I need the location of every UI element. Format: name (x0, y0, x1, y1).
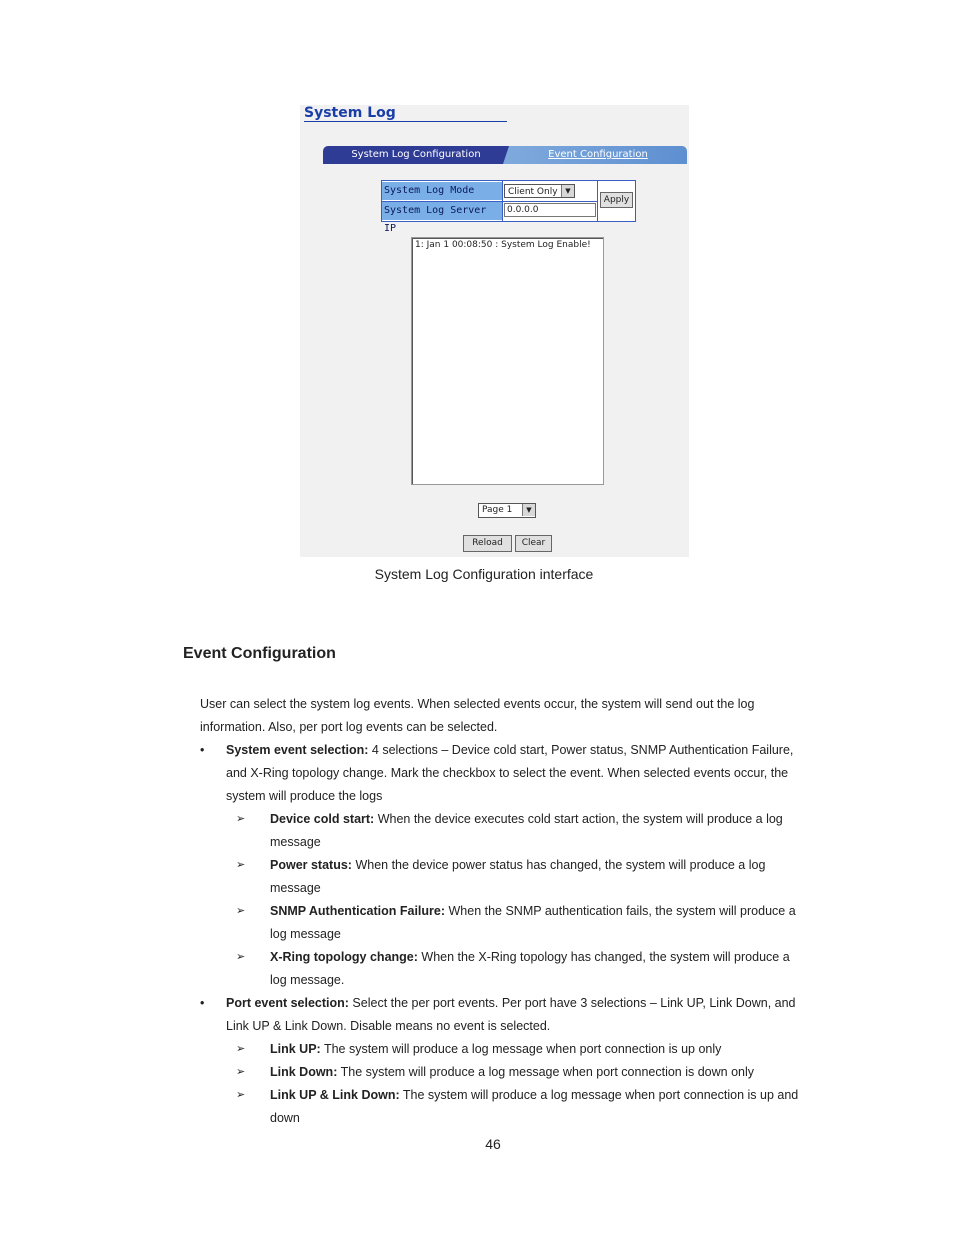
arrow-bullet-icon: ➢ (236, 951, 246, 963)
arrow-bullet-icon: ➢ (236, 1043, 246, 1055)
bullet-icon: • (200, 743, 205, 757)
bullet-text: Select the per port events. Per port have 3 selections – Link UP, Link Down, and Link UP & Link Down. Disable means no event is selected. (226, 996, 796, 1033)
tab-bar (323, 146, 688, 164)
log-textarea[interactable]: 1: Jan 1 00:08:50 : System Log Enable! (411, 237, 604, 485)
bullet-icon: • (200, 996, 205, 1010)
bullet-term: System event selection: (226, 743, 369, 757)
sub-text: The system will produce a log message when port connection is down only (337, 1065, 755, 1079)
divider (382, 201, 597, 202)
mode-select-value: Client Only (508, 187, 558, 197)
body-text (200, 693, 800, 1130)
sub-term: Link Down: (270, 1065, 338, 1079)
bullet-text: 4 selections – Device cold start, Power status, SNMP Authentication Failure, and X-Ring topology change. Mark the checkbox to select the event. When selected events occur, the system will produce the logs (226, 743, 794, 803)
sub-term: X-Ring topology change: (270, 950, 418, 964)
sub-list-item (200, 808, 800, 854)
sub-text: The system will produce a log message when port connection is up only (320, 1042, 722, 1056)
sub-list-item (200, 854, 800, 900)
figure-caption: System Log Configuration interface (374, 566, 594, 582)
arrow-bullet-icon: ➢ (236, 905, 246, 917)
sub-term: Device cold start: (270, 812, 375, 826)
sub-text: When the SNMP authentication fails, the system will produce a log message (270, 904, 796, 941)
system-log-server-ip-label: System Log Server IP (382, 202, 502, 220)
title-underline (304, 121, 507, 122)
system-log-mode-label: System Log Mode (382, 182, 502, 200)
list-item (200, 992, 800, 1130)
reload-button[interactable]: Reload (463, 535, 512, 552)
sub-text: When the X-Ring topology has changed, the system will produce a log message. (270, 950, 790, 987)
page-select-value: Page 1 (482, 505, 513, 515)
clear-button[interactable]: Clear (515, 535, 552, 552)
sub-list-item (200, 1084, 800, 1130)
list-item (200, 739, 800, 992)
sub-text: The system will produce a log message when port connection is up and down (270, 1088, 799, 1125)
sub-list-item (200, 946, 800, 992)
page-select[interactable] (478, 503, 536, 518)
sub-term: Link UP & Link Down: (270, 1088, 400, 1102)
sub-term: Power status: (270, 858, 352, 872)
tab-event-configuration[interactable]: Event Configuration (509, 146, 687, 164)
sub-list-item (200, 1061, 800, 1084)
section-title: Event Configuration (183, 645, 336, 662)
arrow-bullet-icon: ➢ (236, 859, 246, 871)
page-number: 46 (485, 1136, 501, 1152)
intro-paragraph: User can select the system log events. When selected events occur, the system will send out the log information. Also, per port log events can be selected. (200, 697, 755, 734)
sub-term: Link UP: (270, 1042, 321, 1056)
sub-list-item (200, 1038, 800, 1061)
arrow-bullet-icon: ➢ (236, 813, 246, 825)
arrow-bullet-icon: ➢ (236, 1066, 246, 1078)
system-log-screenshot (300, 105, 689, 557)
bullet-term: Port event selection: (226, 996, 349, 1010)
sub-list-item (200, 900, 800, 946)
apply-button[interactable]: Apply (600, 192, 633, 208)
system-log-mode-select[interactable] (504, 184, 575, 198)
tab-system-log-configuration[interactable]: System Log Configuration (323, 146, 509, 164)
system-log-title: System Log (304, 105, 396, 121)
sub-text: When the device power status has changed, the system will produce a log message (270, 858, 766, 895)
sub-term: SNMP Authentication Failure: (270, 904, 446, 918)
system-log-server-ip-input[interactable]: 0.0.0.0 (504, 203, 596, 217)
dropdown-arrow-icon: ▼ (561, 185, 574, 197)
system-log-form (381, 180, 636, 234)
divider (597, 181, 598, 221)
arrow-bullet-icon: ➢ (236, 1089, 246, 1101)
dropdown-arrow-icon: ▼ (522, 504, 535, 516)
sub-text: When the device executes cold start action, the system will produce a log message (270, 812, 783, 849)
